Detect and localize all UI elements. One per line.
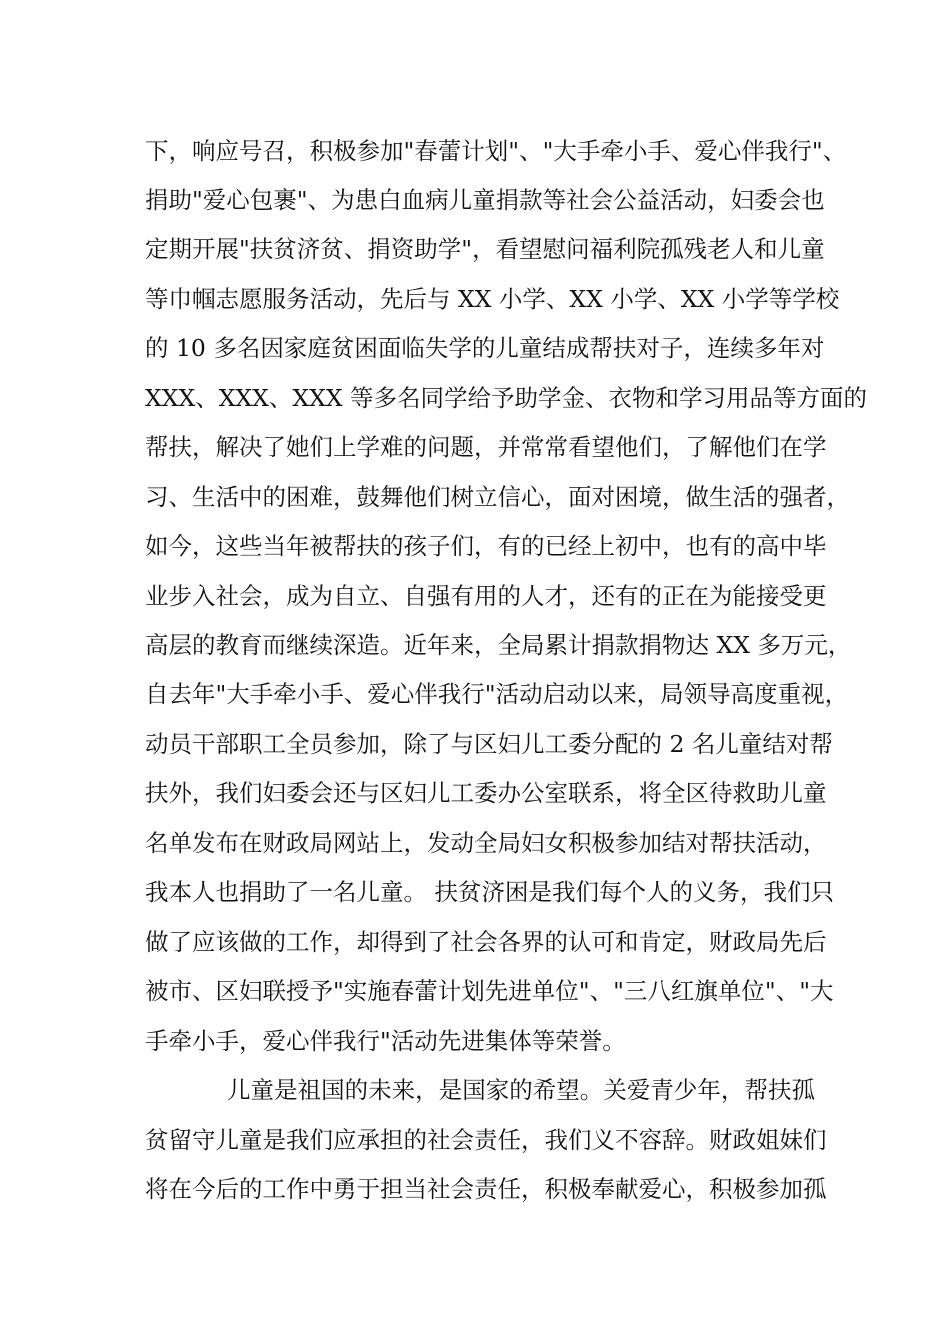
text-line: 扶外，我们妇委会还与区妇儿工委办公室联系，将全区待救助儿童 <box>145 779 827 807</box>
text-line: 下，响应号召，积极参加"春蕾计划"、"大手牵小手、爱心伴我行"、 <box>145 137 847 165</box>
text-line: 业步入社会，成为自立、自强有用的人才，还有的正在为能接受更 <box>145 582 827 610</box>
text-line: 名单发布在财政局网站上，发动全局妇女积极参加结对帮扶活动， <box>145 829 827 857</box>
text-line: 习、生活中的困难，鼓舞他们树立信心，面对困境，做生活的强者， <box>145 483 850 511</box>
text-line: 贫留守儿童是我们应承担的社会责任，我们义不容辞。财政姐妹们 <box>145 1126 827 1154</box>
text-line: 高层的教育而继续深造。近年来，全局累计捐款捐物达 XX 多万元， <box>145 631 852 659</box>
paragraph-first-line: 儿童是祖国的未来，是国家的希望。关爱青少年，帮扶孤 <box>227 1076 815 1104</box>
text-line: 自去年"大手牵小手、爱心伴我行"活动启动以来，局领导高度重视， <box>145 680 849 708</box>
text-line: 将在今后的工作中勇于担当社会责任，积极奉献爱心，积极参加孤 <box>145 1175 827 1203</box>
text-line: XXX、XXX、XXX 等多名同学给予助学金、衣物和学习用品等方面的 <box>145 384 868 412</box>
text-line: 定期开展"扶贫济贫、捐资助学"，看望慰问福利院孤残老人和儿童 <box>145 235 825 263</box>
text-line: 帮扶，解决了她们上学难的问题，并常常看望他们，了解他们在学 <box>145 433 827 461</box>
text-line: 捐助"爱心包裹"、为患白血病儿童捐款等社会公益活动，妇委会也 <box>145 186 825 214</box>
text-line: 被市、区妇联授予"实施春蕾计划先进单位"、"三八红旗单位"、"大 <box>145 977 834 1005</box>
text-line: 等巾帼志愿服务活动，先后与 XX 小学、XX 小学、XX 小学等学校 <box>145 285 840 313</box>
text-line: 做了应该做的工作，却得到了社会各界的认可和肯定，财政局先后 <box>145 928 827 956</box>
text-line: 如今，这些当年被帮扶的孩子们，有的已经上初中，也有的高中毕 <box>145 532 827 560</box>
text-line: 动员干部职工全员参加，除了与区妇儿工委分配的 2 名儿童结对帮 <box>145 730 833 758</box>
text-line: 的 10 多名因家庭贫困面临失学的儿童结成帮扶对子，连续多年对 <box>145 334 825 362</box>
paragraph-end-line: 手牵小手，爱心伴我行"活动先进集体等荣誉。 <box>145 1027 626 1055</box>
text-line: 我本人也捐助了一名儿童。 扶贫济困是我们每个人的义务，我们只 <box>145 878 834 906</box>
